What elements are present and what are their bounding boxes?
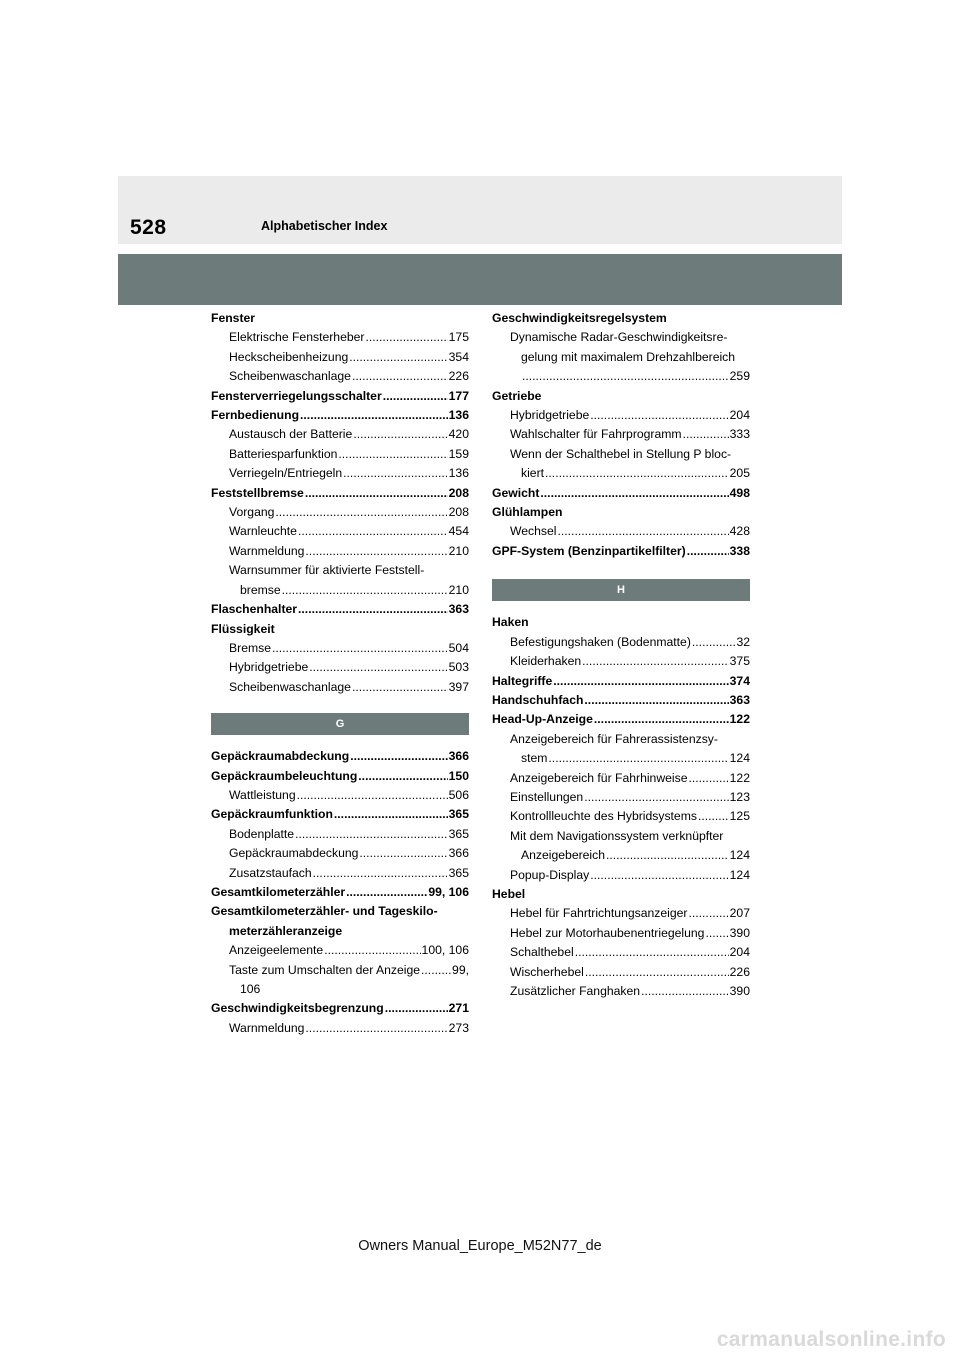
index-term: Gepäckraumabdeckung — [229, 846, 359, 861]
page-reference: 136 — [448, 408, 469, 423]
index-term: Handschuhfach — [492, 692, 584, 707]
dot-leader — [305, 484, 448, 503]
dot-leader — [641, 982, 729, 1001]
page-reference: 207 — [729, 906, 750, 921]
dot-leader — [275, 503, 447, 522]
page-reference: 504 — [448, 640, 469, 655]
index-entry — [492, 672, 750, 691]
page-reference: 122 — [729, 770, 750, 785]
index-term: Wahlschalter für Fahrprogramm — [510, 427, 682, 442]
page-reference: 390 — [729, 984, 750, 998]
index-entry — [211, 542, 469, 561]
index-term: Wechsel — [510, 524, 557, 539]
index-entry — [211, 767, 469, 786]
index-entry — [211, 425, 469, 444]
dot-leader — [584, 788, 728, 807]
page-reference: 273 — [448, 1020, 469, 1035]
index-entry — [211, 464, 469, 483]
index-entry — [492, 904, 750, 923]
index-term: stem — [521, 751, 548, 766]
index-term: Gepäckraumbeleuchtung — [211, 768, 358, 783]
index-term: Fensterverriegelungsschalter — [211, 388, 382, 403]
index-term: Hebel für Fahrtrichtungsanzeiger — [510, 906, 688, 921]
dot-leader — [359, 844, 447, 863]
page-reference: 124 — [729, 867, 750, 882]
page-reference: 428 — [729, 524, 750, 539]
dot-leader — [365, 328, 447, 347]
index-term: Zusätzlicher Fanghaken — [510, 984, 641, 998]
index-term: Vorgang — [229, 505, 275, 520]
dot-leader — [692, 633, 736, 652]
index-entry — [211, 503, 469, 522]
page-reference: 503 — [448, 660, 469, 675]
index-entry — [211, 328, 469, 347]
page-reference: 454 — [448, 524, 469, 539]
page-reference: 125 — [729, 809, 750, 824]
index-line: Gesamtkilometerzähler- und Tageskilo- — [211, 904, 438, 919]
index-term: Gepäckraumabdeckung — [211, 749, 350, 764]
index-line: Hebel — [492, 886, 526, 901]
index-entry — [211, 522, 469, 541]
dot-leader — [545, 464, 729, 483]
dot-leader — [548, 749, 728, 768]
index-line: Geschwindigkeitsregelsystem — [492, 311, 667, 325]
index-entry — [492, 464, 750, 483]
index-column-right — [492, 309, 750, 1001]
index-entry — [211, 999, 469, 1018]
index-entry — [211, 600, 469, 619]
index-entry — [492, 963, 750, 982]
index-entry — [211, 484, 469, 503]
index-entry — [492, 788, 750, 807]
index-term: Wattleistung — [229, 787, 296, 802]
letter-divider-h: H — [492, 579, 750, 601]
index-term: Batteriesparfunktion — [229, 446, 338, 461]
dot-leader — [705, 924, 728, 943]
dot-leader — [582, 652, 729, 671]
index-term: Kleiderhaken — [510, 654, 582, 669]
index-line: Flüssigkeit — [211, 621, 275, 636]
index-entry — [492, 691, 750, 710]
dot-leader — [540, 484, 728, 503]
index-entry — [211, 1019, 469, 1038]
dot-leader — [349, 348, 447, 367]
dot-leader — [313, 864, 448, 883]
index-entry — [492, 367, 750, 386]
index-line: Wenn der Schalthebel in Stellung P bloc- — [510, 446, 732, 461]
index-term: Geschwindigkeitsbegrenzung — [211, 1001, 384, 1016]
index-term: Zusatzstaufach — [229, 865, 312, 880]
page-reference: 205 — [729, 466, 750, 481]
index-entry — [492, 982, 750, 1001]
index-entry — [492, 749, 750, 768]
dot-leader — [353, 425, 447, 444]
index-entry — [211, 348, 469, 367]
index-term: Warnleuchte — [229, 524, 297, 539]
dot-leader — [350, 747, 447, 766]
dot-leader — [383, 387, 448, 406]
footer-text: Owners Manual_Europe_M52N77_de — [358, 1238, 602, 1254]
page-reference: 366 — [448, 846, 469, 861]
dot-leader — [343, 464, 448, 483]
page-reference: 354 — [448, 349, 469, 364]
page-reference: 365 — [448, 807, 469, 822]
index-column-left — [211, 309, 469, 1038]
index-entry — [211, 639, 469, 658]
index-term: Gesamtkilometerzähler — [211, 884, 346, 899]
index-entry — [211, 961, 469, 980]
page-reference: 99, 106 — [428, 884, 469, 899]
watermark: carmanualsonline.info — [716, 1328, 946, 1351]
page-reference: 136 — [448, 466, 469, 481]
page-reference: 333 — [729, 427, 750, 442]
page-reference: 124 — [729, 751, 750, 766]
dot-leader — [584, 691, 728, 710]
index-entry — [492, 866, 750, 885]
index-entry — [492, 406, 750, 425]
index-term: Gewicht — [492, 485, 540, 500]
page-reference: 271 — [448, 1001, 469, 1016]
index-entry — [492, 484, 750, 503]
index-line: Mit dem Navigationssystem verknüpfter — [510, 828, 724, 843]
dot-leader — [585, 963, 729, 982]
index-line: Fenster — [211, 311, 256, 325]
dot-leader — [421, 961, 451, 980]
page-reference: 259 — [729, 369, 750, 384]
page-reference: 177 — [448, 388, 469, 403]
dot-leader — [590, 406, 728, 425]
dot-leader — [683, 425, 729, 444]
page-reference: 150 — [448, 768, 469, 783]
page-reference: 204 — [729, 408, 750, 423]
dot-leader — [334, 805, 448, 824]
index-entry — [492, 522, 750, 541]
index-term: Anzeigebereich — [521, 848, 606, 863]
dot-leader — [346, 883, 427, 902]
index-term: Heckscheibenheizung — [229, 349, 349, 364]
dot-leader — [282, 581, 448, 600]
page-reference: 32 — [736, 634, 750, 649]
page-reference: 397 — [448, 679, 469, 694]
index-entry — [211, 678, 469, 697]
dot-leader — [324, 941, 420, 960]
index-entry — [211, 805, 469, 824]
page-reference: 365 — [448, 826, 469, 841]
index-entry — [211, 747, 469, 766]
index-term: Bodenplatte — [229, 826, 295, 841]
dot-leader — [352, 367, 448, 386]
index-term: Fernbedienung — [211, 408, 300, 423]
index-term: Wischerhebel — [510, 964, 584, 979]
index-term: Hebel zur Motorhaubenentriegelung — [510, 925, 705, 940]
index-term: Anzeigeelemente — [229, 943, 324, 958]
index-term: Hybridgetriebe — [229, 660, 309, 675]
page-reference: 99, — [452, 962, 469, 977]
index-term: Befestigungshaken (Bodenmatte) — [510, 634, 691, 649]
index-term: bremse — [240, 582, 281, 597]
dot-leader — [295, 825, 448, 844]
page-reference: 226 — [729, 964, 750, 979]
page-reference: 124 — [729, 848, 750, 863]
page-reference: 122 — [729, 712, 750, 727]
dot-leader — [358, 767, 447, 786]
index-term: Hybridgetriebe — [510, 408, 590, 423]
index-group-g — [211, 747, 469, 1038]
letter-divider-g: G — [211, 713, 469, 735]
dot-leader — [558, 522, 729, 541]
index-term: Gepäckraumfunktion — [211, 807, 333, 822]
index-line: Anzeigebereich für Fahrerassistenzsy- — [510, 731, 718, 746]
page-reference: 226 — [448, 369, 469, 384]
dot-leader — [272, 639, 448, 658]
dot-leader — [385, 999, 448, 1018]
index-line: Haken — [492, 615, 529, 630]
page-reference: 366 — [448, 749, 469, 764]
page-reference: 204 — [729, 945, 750, 960]
index-group-g-continued — [492, 309, 750, 561]
page-reference: 210 — [448, 582, 469, 597]
page-reference: 374 — [729, 673, 750, 688]
index-entry — [211, 864, 469, 883]
index-line: Warnsummer für aktivierte Feststell- — [229, 563, 425, 578]
page-reference: 363 — [448, 602, 469, 617]
dot-leader — [553, 672, 728, 691]
index-term: Kontrollleuchte des Hybridsystems — [510, 809, 697, 824]
index-term: Taste zum Umschalten der Anzeige — [229, 962, 421, 977]
index-entry — [492, 807, 750, 826]
index-term: Verriegeln/Entriegeln — [229, 466, 343, 481]
dot-leader — [300, 406, 448, 425]
dot-leader — [687, 542, 729, 561]
page-reference: 365 — [448, 865, 469, 880]
dot-leader — [689, 769, 729, 788]
index-term: Feststellbremse — [211, 485, 304, 500]
dot-leader — [698, 807, 729, 826]
index-entry — [492, 652, 750, 671]
index-line: Glühlampen — [492, 505, 563, 520]
index-entry — [492, 769, 750, 788]
dot-leader — [575, 943, 729, 962]
dot-leader — [594, 710, 729, 729]
index-entry — [492, 425, 750, 444]
index-term: Warnmeldung — [229, 543, 305, 558]
index-entry — [211, 825, 469, 844]
index-entry — [492, 633, 750, 652]
page-reference: 498 — [729, 485, 750, 500]
index-entry — [492, 943, 750, 962]
index-group-f — [211, 309, 469, 697]
page-reference: 420 — [448, 427, 469, 442]
index-entry — [211, 786, 469, 805]
index-term: Popup-Display — [510, 867, 590, 882]
index-term: Scheibenwaschanlage — [229, 679, 351, 694]
page-reference: 100, 106 — [421, 943, 469, 958]
page-reference: 506 — [448, 787, 469, 802]
index-term: Elektrische Fensterheber — [229, 330, 365, 345]
index-entry — [492, 924, 750, 943]
page-reference: 390 — [729, 925, 750, 940]
index-entry — [211, 387, 469, 406]
index-term: Austausch der Batterie — [229, 427, 353, 442]
index-entry — [492, 710, 750, 729]
page-reference: 208 — [448, 485, 469, 500]
page-number: 528 — [130, 216, 167, 239]
index-term: GPF-System (Benzinpartikelfilter) — [492, 543, 686, 558]
page-reference: 123 — [729, 789, 750, 804]
index-term: Warnmeldung — [229, 1020, 305, 1035]
title-bar — [118, 254, 842, 305]
section-title: Alphabetischer Index — [261, 219, 388, 233]
index-entry — [211, 883, 469, 902]
dot-leader — [297, 786, 448, 805]
dot-leader — [522, 367, 729, 386]
index-entry — [492, 846, 750, 865]
dot-leader — [305, 1019, 447, 1038]
index-term: kiert — [521, 466, 545, 481]
index-entry — [211, 941, 469, 960]
page-reference: 338 — [729, 543, 750, 558]
page-reference: 363 — [729, 692, 750, 707]
page-reference: 159 — [448, 446, 469, 461]
index-line: Getriebe — [492, 388, 542, 403]
page-reference: 210 — [448, 543, 469, 558]
index-line: meterzähleranzeige — [229, 923, 343, 938]
index-entry — [211, 658, 469, 677]
page-reference: 175 — [448, 330, 469, 345]
index-entry — [211, 581, 469, 600]
dot-leader — [298, 522, 448, 541]
index-term: Einstellungen — [510, 789, 584, 804]
index-line: 106 — [240, 982, 261, 996]
index-line: Dynamische Radar-Geschwindigkeitsre- — [510, 330, 728, 345]
dot-leader — [606, 846, 729, 865]
index-term: Haltegriffe — [492, 673, 553, 688]
index-term: Anzeigebereich für Fahrhinweise — [510, 770, 688, 785]
dot-leader — [338, 445, 447, 464]
dot-leader — [590, 866, 728, 885]
page-reference: 208 — [448, 505, 469, 520]
index-group-h — [492, 613, 750, 1001]
index-entry — [211, 445, 469, 464]
page-reference: 375 — [729, 654, 750, 669]
header-band — [118, 176, 842, 244]
index-entry — [211, 406, 469, 425]
index-term: Schalthebel — [510, 945, 574, 960]
index-term: Head-Up-Anzeige — [492, 712, 593, 727]
index-term: Scheibenwaschanlage — [229, 369, 351, 384]
dot-leader — [309, 658, 447, 677]
index-entry — [492, 542, 750, 561]
index-term: Bremse — [229, 640, 271, 655]
dot-leader — [689, 904, 729, 923]
dot-leader — [298, 600, 448, 619]
index-line: gelung mit maximalem Drehzahlbereich — [521, 349, 736, 364]
dot-leader — [305, 542, 447, 561]
index-term: Flaschenhalter — [211, 602, 298, 617]
index-entry — [211, 844, 469, 863]
dot-leader — [352, 678, 448, 697]
index-entry — [211, 367, 469, 386]
